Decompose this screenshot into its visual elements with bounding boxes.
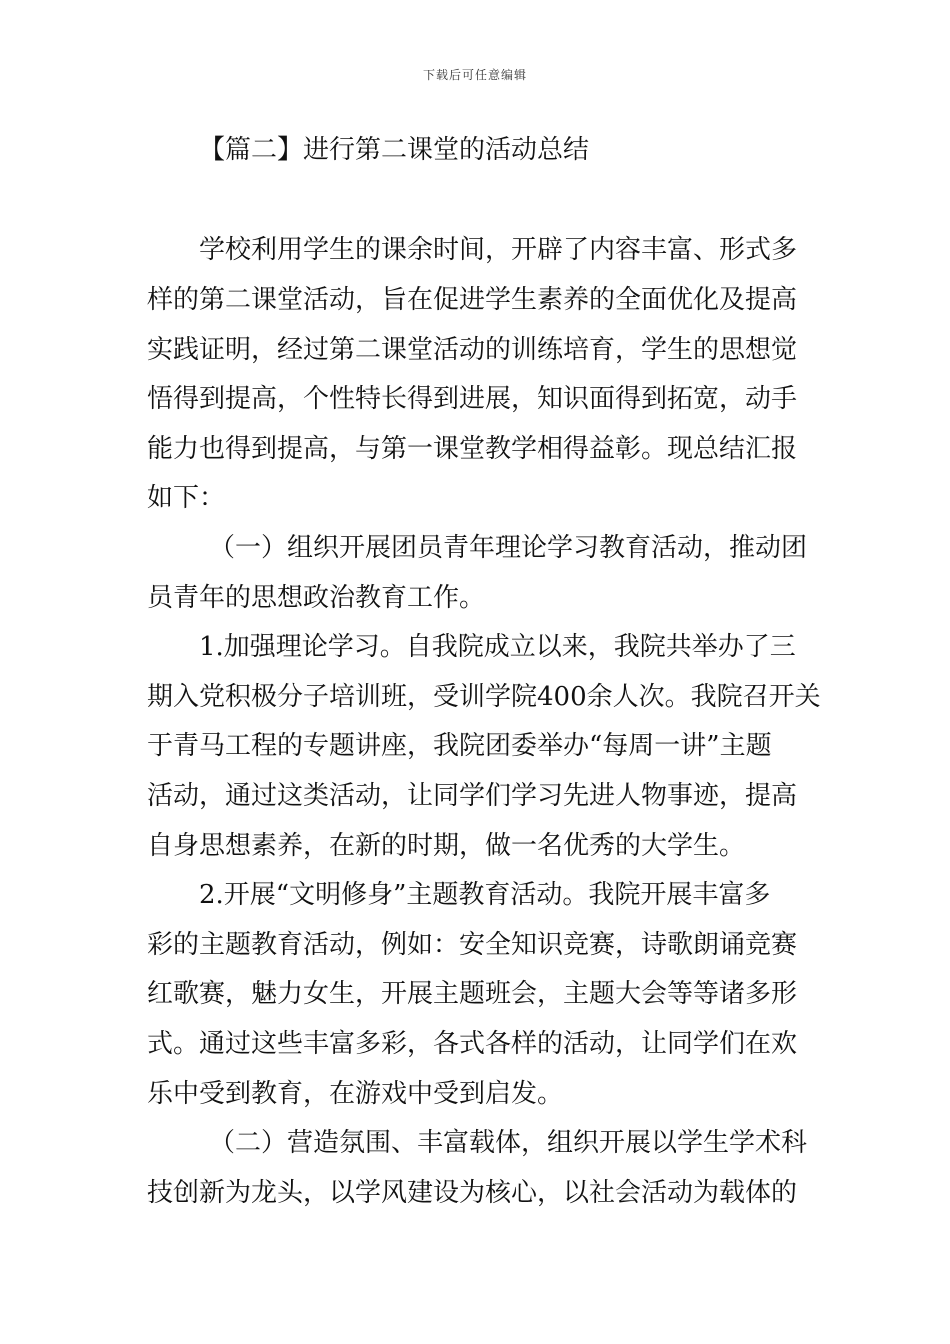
text-line: 彩的主题教育活动，例如：安全知识竞赛，诗歌朗诵竞赛 (147, 930, 798, 960)
document-title: 【篇二】进行第二课堂的活动总结 (199, 135, 590, 165)
text-line: 学校利用学生的课余时间，开辟了内容丰富、形式多 (199, 235, 798, 265)
text-line: 悟得到提高，个性特长得到进展，知识面得到拓宽，动手 (147, 384, 798, 414)
section-heading-line: 员青年的思想政治教育工作。 (147, 583, 486, 613)
section-heading-line: （二）营造氛围、丰富载体，组织开展以学生学术科 (209, 1128, 808, 1158)
text-line: 能力也得到提高，与第一课堂教学相得益彰。现总结汇报 (147, 434, 798, 464)
text-line: 于青马工程的专题讲座，我院团委举办“每周一讲”主题 (147, 731, 772, 761)
text-line: 2.开展“文明修身”主题教育活动。我院开展丰富多 (199, 880, 771, 910)
text-line: 如下： (147, 483, 226, 513)
text-line: 1.加强理论学习。自我院成立以来，我院共举办了三 (199, 632, 796, 662)
text-line: 式。通过这些丰富多彩，各式各样的活动，让同学们在欢 (147, 1029, 798, 1059)
text-line: 期入党积极分子培训班，受训学院400余人次。我院召开关 (147, 682, 821, 712)
text-line: 实践证明，经过第二课堂活动的训练培育，学生的思想觉 (147, 335, 798, 365)
text-line: 乐中受到教育，在游戏中受到启发。 (147, 1079, 564, 1109)
section-heading-line: （一）组织开展团员青年理论学习教育活动，推动团 (209, 533, 808, 563)
text-line: 自身思想素养，在新的时期，做一名优秀的大学生。 (147, 831, 746, 861)
header-note: 下载后可任意编辑 (422, 68, 527, 82)
section-heading-line: 技创新为龙头，以学风建设为核心，以社会活动为载体的 (147, 1178, 798, 1208)
text-line: 样的第二课堂活动，旨在促进学生素养的全面优化及提高 (147, 285, 798, 315)
text-line: 红歌赛，魅力女生，开展主题班会，主题大会等等诸多形 (147, 979, 798, 1009)
text-line: 活动，通过这类活动，让同学们学习先进人物事迹，提高 (147, 781, 798, 811)
